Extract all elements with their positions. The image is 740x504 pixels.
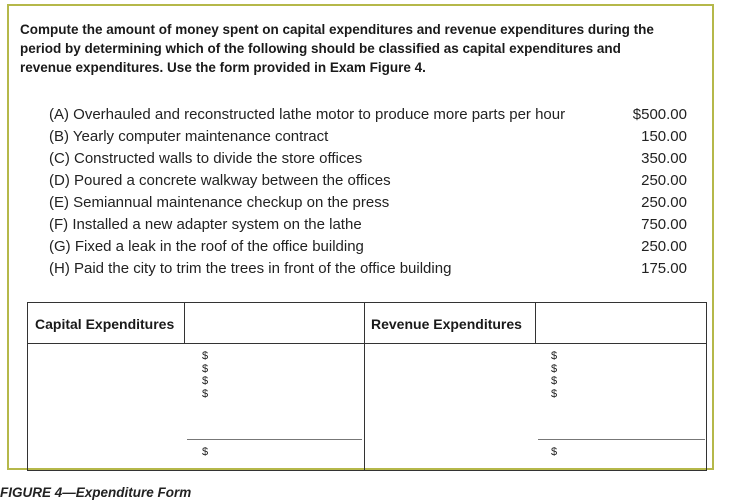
item-label: (C) Constructed walls to divide the store offices: [49, 150, 363, 167]
item-amount: $500.00: [632, 106, 687, 123]
item-label: (H) Paid the city to trim the trees in front of the office building: [49, 260, 452, 277]
expenditure-form: [27, 302, 707, 471]
item-amount: 750.00: [641, 216, 687, 233]
item-amount: 175.00: [641, 260, 687, 277]
problem-box: [7, 4, 714, 470]
revenue-dollar-sign: $: [551, 375, 558, 388]
revenue-dollar-sign: $: [551, 362, 558, 375]
capital-dollar-sign: $: [202, 362, 209, 375]
capital-dollar-sign: $: [202, 387, 209, 400]
instructions-text: Compute the amount of money spent on capital expenditures and revenue expenditures during the period by determining which of the following should be classified as capital expenditures and revenue expenditures. Use the form provided in Exam Figure 4.: [20, 22, 654, 75]
item-amount: 250.00: [641, 238, 687, 255]
capital-total-dollar-sign: $: [202, 446, 209, 458]
list-item: [49, 170, 687, 192]
item-label: (D) Poured a concrete walkway between the offices: [49, 172, 391, 189]
item-label: (G) Fixed a leak in the roof of the office building: [49, 238, 364, 255]
center-divider: [364, 303, 365, 470]
list-item: [49, 126, 687, 148]
item-amount: 250.00: [641, 194, 687, 211]
list-item: [49, 214, 687, 236]
capital-expenditures-header: Capital Expenditures: [35, 316, 175, 332]
header-divider: [28, 343, 706, 344]
item-amount: 350.00: [641, 150, 687, 167]
list-item: [49, 148, 687, 170]
revenue-total-dollar-sign: $: [551, 446, 558, 458]
column-divider: [184, 303, 185, 343]
list-item: [49, 104, 687, 126]
list-item: [49, 258, 687, 280]
revenue-dollar-sign: $: [551, 387, 558, 400]
item-label: (F) Installed a new adapter system on the lathe: [49, 216, 362, 233]
list-item: [49, 192, 687, 214]
revenue-dollar-sign: $: [551, 350, 558, 362]
figure-caption: FIGURE 4—Expenditure Form: [0, 485, 192, 500]
capital-total-line: [187, 439, 362, 440]
revenue-total-line: [538, 439, 705, 440]
item-label: (E) Semiannual maintenance checkup on the press: [49, 194, 390, 211]
capital-dollar-sign: $: [202, 350, 209, 362]
item-label: (A) Overhauled and reconstructed lathe motor to produce more parts per hour: [49, 106, 566, 123]
item-amount: 250.00: [641, 172, 687, 189]
item-amount: 150.00: [641, 128, 687, 145]
capital-dollar-sign: $: [202, 375, 209, 388]
list-item: [49, 236, 687, 258]
expense-list: [49, 104, 687, 280]
column-divider: [535, 303, 536, 343]
revenue-expenditures-header: Revenue Expenditures: [371, 316, 522, 332]
item-label: (B) Yearly computer maintenance contract: [49, 128, 329, 145]
